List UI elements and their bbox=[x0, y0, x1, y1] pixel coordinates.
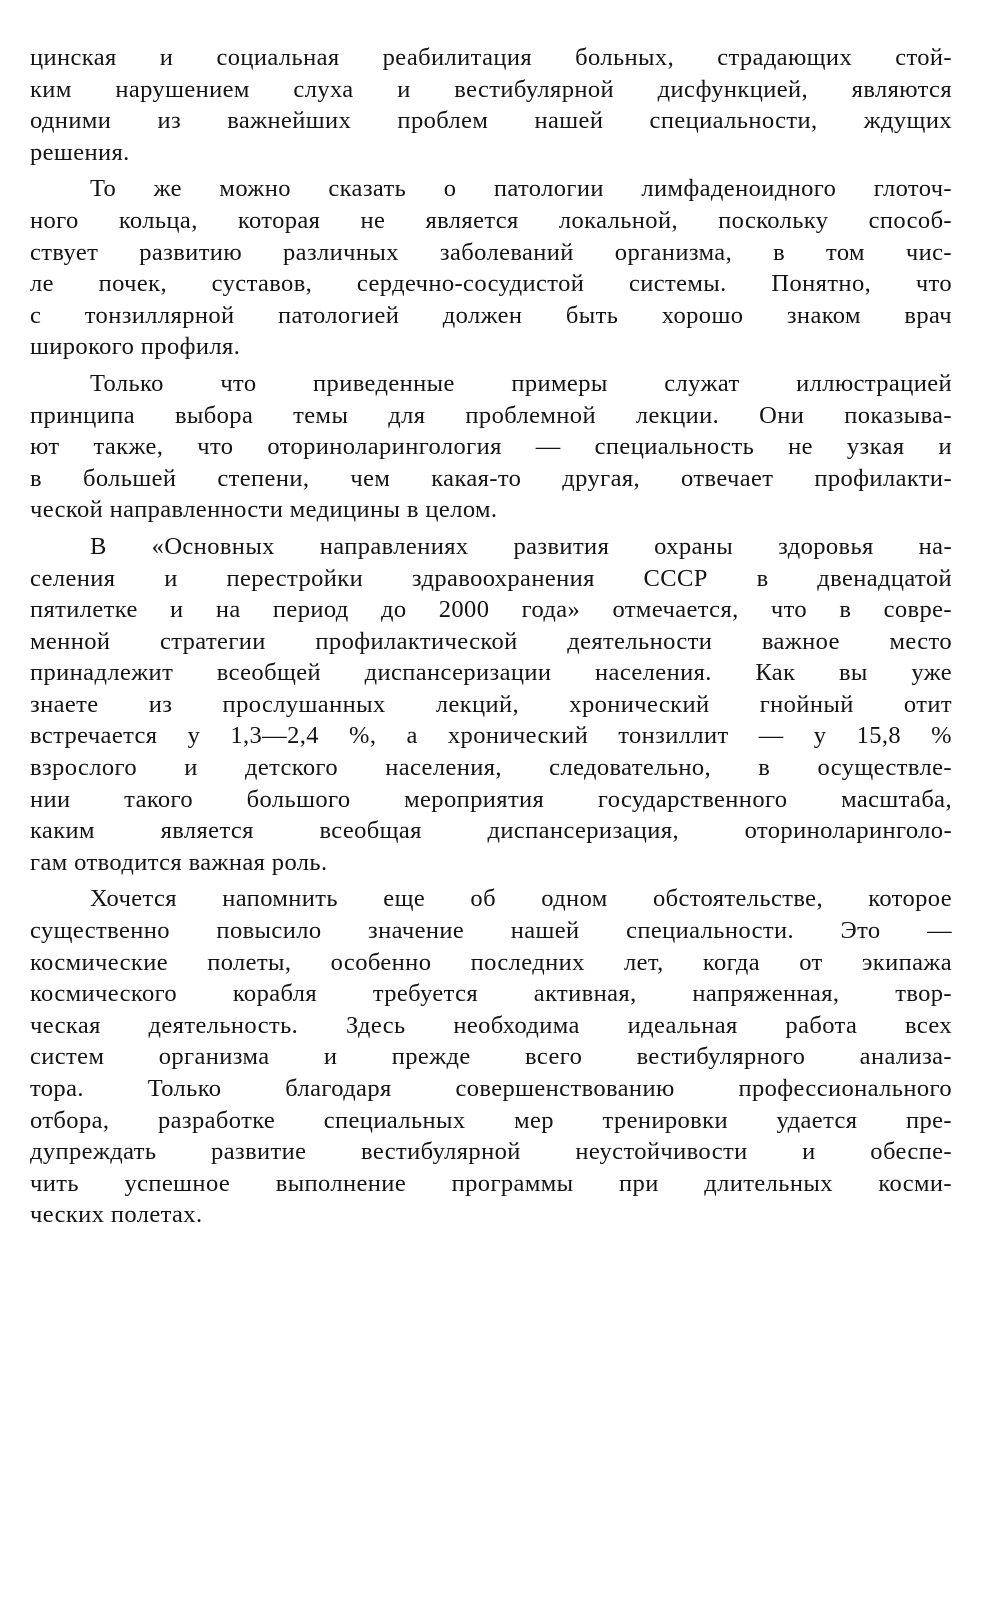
text-line: решения. bbox=[30, 138, 130, 166]
text-line: каким является всеобщая диспансеризация, оториноларинголо- bbox=[30, 817, 952, 845]
text-line: чить успешное выполнение программы при длительных косми- bbox=[30, 1169, 952, 1197]
text-line: тора. Только благодаря совершенствованию профессионального bbox=[30, 1075, 952, 1102]
text-line: встречается у 1,3—2,4 %, а хронический тонзиллит — у 15,8 % bbox=[30, 722, 952, 750]
paragraph-4 bbox=[30, 531, 952, 879]
text-line: нии такого большого мероприятия государственного масштаба, bbox=[30, 785, 952, 813]
text-line: дупреждать развитие вестибулярной неустойчивости и обеспе- bbox=[30, 1138, 952, 1166]
text-line: космического корабля требуется активная, напряженная, твор- bbox=[30, 980, 952, 1008]
text-line: Хочется напомнить еще об одном обстоятельстве, которое bbox=[90, 885, 952, 913]
text-line: менной стратегии профилактической деятельности важное место bbox=[30, 627, 952, 655]
text-line: отбора, разработке специальных мер тренировки удается пре- bbox=[30, 1106, 952, 1134]
text-line: Только что приведенные примеры служат иллюстрацией bbox=[90, 369, 952, 397]
text-line: цинская и социальная реабилитация больных, страдающих стой- bbox=[30, 44, 952, 71]
text-line: широкого профиля. bbox=[30, 333, 241, 361]
text-line: взрослого и детского населения, следовательно, в осуществле- bbox=[30, 754, 952, 782]
paragraph-3 bbox=[30, 368, 952, 526]
body-text bbox=[30, 42, 952, 1236]
text-line: То же можно сказать о патологии лимфаденоидного глоточ- bbox=[90, 175, 952, 203]
text-line: принципа выбора темы для проблемной лекции. Они показыва- bbox=[30, 401, 952, 429]
text-line: ческих полетах. bbox=[30, 1201, 203, 1229]
text-line: пятилетке и на период до 2000 года» отмечается, что в совре- bbox=[30, 596, 952, 624]
text-line: В «Основных направлениях развития охраны здоровья на- bbox=[90, 532, 952, 560]
text-line: ческой направленности медицины в целом. bbox=[30, 496, 498, 524]
text-line: в большей степени, чем какая-то другая, отвечает профилакти- bbox=[30, 464, 952, 492]
paragraph-1 bbox=[30, 42, 952, 168]
text-line: ного кольца, которая не является локальной, поскольку способ- bbox=[30, 206, 952, 234]
text-line: гам отводится важная роль. bbox=[30, 848, 328, 876]
text-line: принадлежит всеобщей диспансеризации населения. Как вы уже bbox=[30, 659, 952, 687]
text-line: ким нарушением слуха и вестибулярной дисфункцией, являются bbox=[30, 75, 952, 103]
text-line: знаете из прослушанных лекций, хронический гнойный отит bbox=[30, 690, 952, 718]
text-line: одними из важнейших проблем нашей специальности, ждущих bbox=[30, 107, 952, 135]
text-line: ческая деятельность. Здесь необходима идеальная работа всех bbox=[30, 1011, 952, 1039]
text-line: ле почек, суставов, сердечно-сосудистой системы. Понятно, что bbox=[30, 270, 952, 298]
text-line: существенно повысило значение нашей специальности. Это — bbox=[30, 917, 952, 945]
text-line: селения и перестройки здравоохранения СССР в двенадцатой bbox=[30, 564, 952, 592]
paragraph-5 bbox=[30, 883, 952, 1231]
paragraph-2 bbox=[30, 173, 952, 363]
text-line: систем организма и прежде всего вестибулярного анализа- bbox=[30, 1043, 952, 1071]
text-line: космические полеты, особенно последних лет, когда от экипажа bbox=[30, 948, 952, 976]
text-line: ют также, что оториноларингология — специальность не узкая и bbox=[30, 433, 952, 461]
text-line: с тонзиллярной патологией должен быть хорошо знаком врач bbox=[30, 301, 952, 329]
text-line: ствует развитию различных заболеваний организма, в том чис- bbox=[30, 238, 952, 266]
